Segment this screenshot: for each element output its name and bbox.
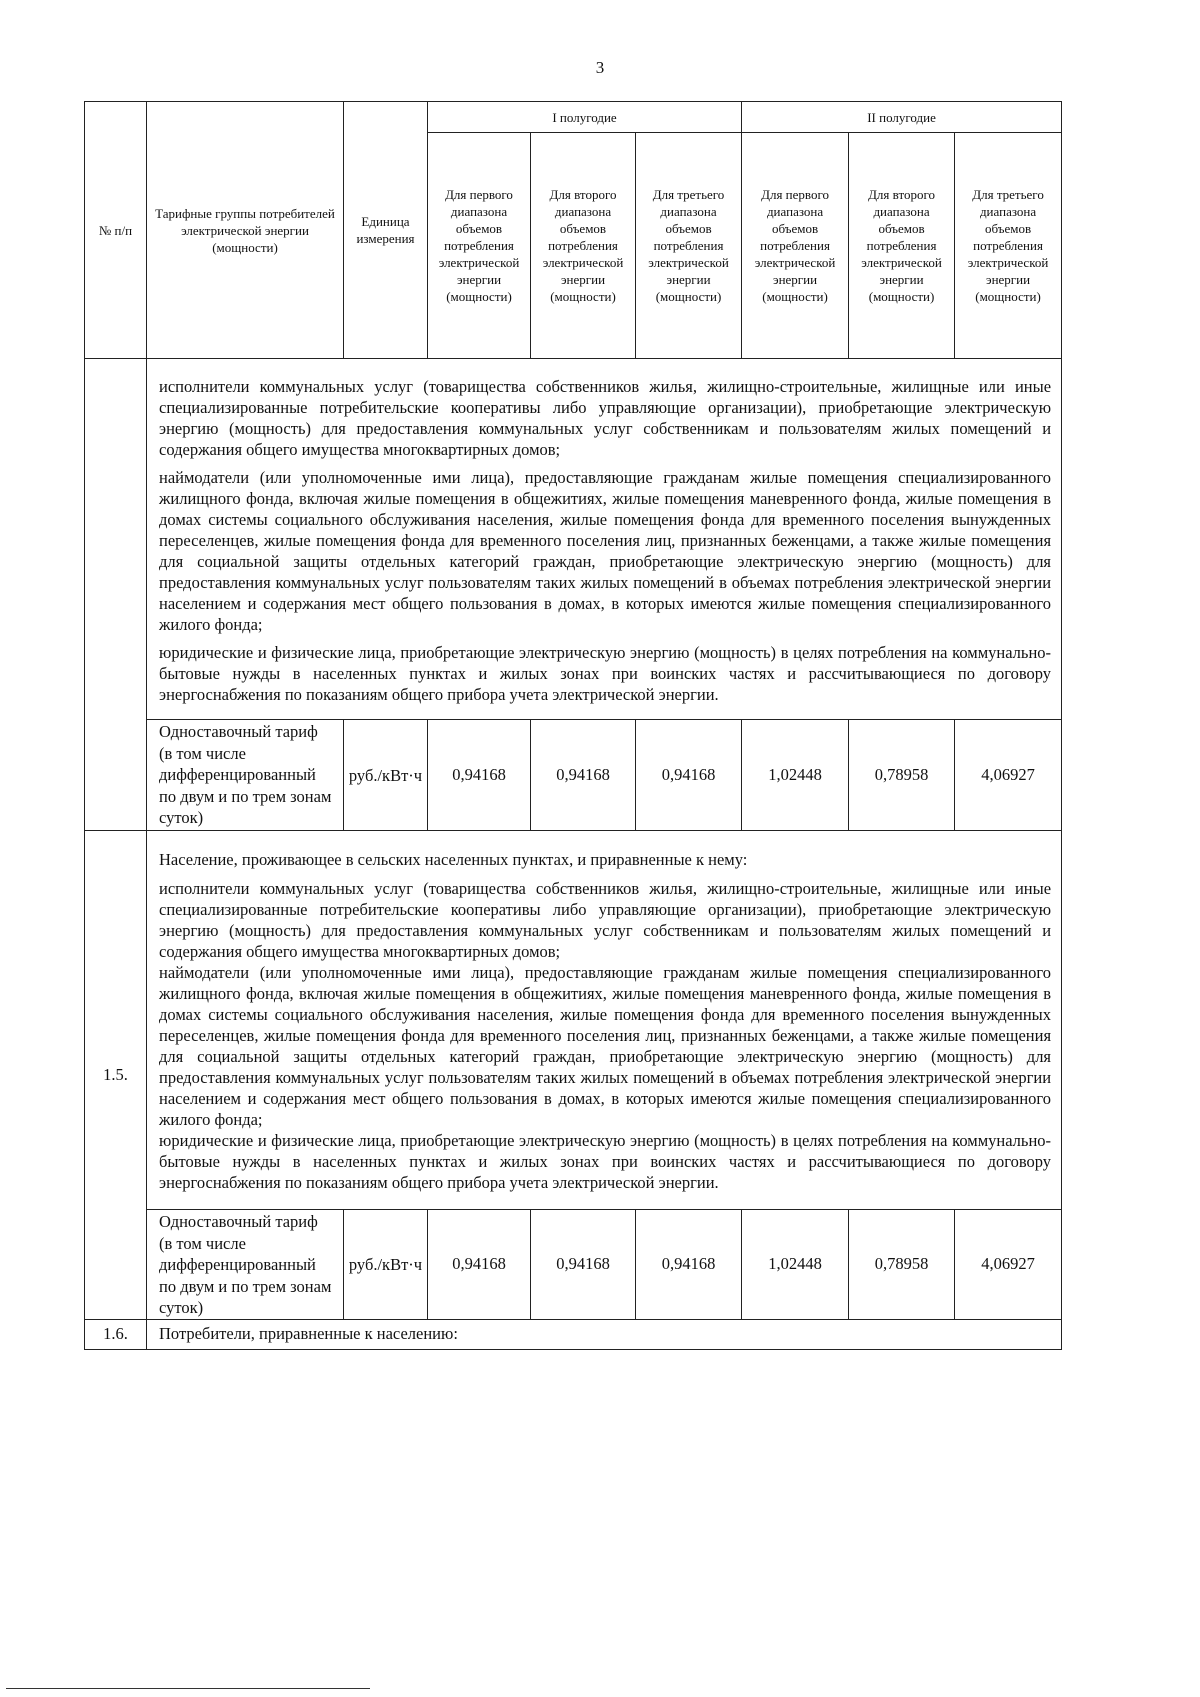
tariff-value-h2-range1: 1,02448 (742, 1210, 849, 1320)
section-description (147, 831, 1062, 1210)
section-number (85, 359, 147, 831)
tariff-unit: руб./кВт·ч (344, 720, 428, 831)
consumer-paragraph: юридические и физические лица, приобретающие электрическую энергию (мощность) в целях потребления на коммунально-бытовые нужды в населенных пунктах и жилых зонах при воинских частях и рассчитывающиеся по договору энергоснабжения по показаниям общего прибора учета электрической энергии. (159, 1131, 1052, 1192)
page-number: 3 (595, 58, 605, 77)
section-1-5-text-row (85, 831, 1062, 1210)
section-continued-text-row (85, 359, 1062, 720)
tariff-value-h2-range3: 4,06927 (955, 720, 1062, 831)
tariff-value-h2-range1: 1,02448 (742, 720, 849, 831)
tariff-value-h1-range2: 0,94168 (531, 720, 636, 831)
header-half-2: II полугодие (742, 102, 1062, 133)
header-col-group: Тарифные группы потребителей электрической энергии (мощности) (147, 102, 344, 359)
tariff-value-h1-range3: 0,94168 (636, 1210, 742, 1320)
section-title: Население, проживающее в сельских населенных пунктах, и приравненные к нему: (159, 850, 748, 869)
tariff-value-h2-range3: 4,06927 (955, 1210, 1062, 1320)
tariff-row (85, 1210, 1062, 1320)
tariff-value-h1-range2: 0,94168 (531, 1210, 636, 1320)
footnote-separator-line (6, 1688, 370, 1689)
tariff-value-h1-range3: 0,94168 (636, 720, 742, 831)
tariff-value-h2-range2: 0,78958 (849, 720, 955, 831)
tariff-name: Одноставочный тариф (в том числе дифференцированный по двум и по трем зонам суток) (147, 1210, 344, 1320)
tariff-value-h2-range2: 0,78958 (849, 1210, 955, 1320)
header-range-h1-3: Для третьего диапазона объемов потребления электрической энергии (мощности) (636, 133, 742, 359)
tariff-value-h1-range1: 0,94168 (428, 720, 531, 831)
consumer-paragraph: исполнители коммунальных услуг (товарищества собственников жилья, жилищно-строительные, жилищные или иные специализированные потребительские кооперативы либо управляющие организации), приобретающие электрическую энергию (мощность) для предоставления коммунальных услуг собственникам и пользователям жилых помещений и содержания общего имущества многоквартирных домов; (159, 879, 1052, 961)
header-half-1: I полугодие (428, 102, 742, 133)
tariff-unit: руб./кВт·ч (344, 1210, 428, 1320)
tariff-row (85, 720, 1062, 831)
consumer-paragraph: наймодатели (или уполномоченные ими лица), предоставляющие гражданам жилые помещения специализированного жилищного фонда, включая жилые помещения в общежитиях, жилые помещения маневренного фонда, жилые помещения в домах системы социального обслуживания населения, жилые помещения фонда для временного поселения вынужденных переселенцев, жилые помещения фонда для временного поселения лиц, признанных беженцами, а также жилые помещения для социальной защиты отдельных категорий граждан, приобретающие электрическую энергию (мощность) для предоставления коммунальных услуг пользователям таких жилых помещений в объемах потребления электрической энергии населением и содержания мест общего пользования в домах, в которых имеются жилые помещения специализированного жилого фонда; (159, 467, 1052, 634)
header-col-unit: Единица измерения (344, 102, 428, 359)
section-number: 1.5. (85, 831, 147, 1320)
header-col-number: № п/п (85, 102, 147, 359)
header-row-halves (85, 102, 1062, 133)
header-range-h1-2: Для второго диапазона объемов потребления электрической энергии (мощности) (531, 133, 636, 359)
section-1-6-row (85, 1319, 1062, 1349)
tariff-name: Одноставочный тариф (в том числе дифференцированный по двум и по трем зонам суток) (147, 720, 344, 831)
header-range-h2-2: Для второго диапазона объемов потребления электрической энергии (мощности) (849, 133, 955, 359)
header-range-h2-3: Для третьего диапазона объемов потребления электрической энергии (мощности) (955, 133, 1062, 359)
section-description (147, 359, 1062, 720)
tariff-value-h1-range1: 0,94168 (428, 1210, 531, 1320)
header-range-h2-1: Для первого диапазона объемов потребления электрической энергии (мощности) (742, 133, 849, 359)
consumer-paragraph: наймодатели (или уполномоченные ими лица), предоставляющие гражданам жилые помещения специализированного жилищного фонда, включая жилые помещения в общежитиях, жилые помещения маневренного фонда, жилые помещения в домах системы социального обслуживания населения, жилые помещения фонда для временного поселения вынужденных переселенцев, жилые помещения фонда для временного поселения лиц, признанных беженцами, а также жилые помещения для социальной защиты отдельных категорий граждан, приобретающие электрическую энергию (мощность) для предоставления коммунальных услуг пользователям таких жилых помещений в объемах потребления электрической энергии населением и содержания мест общего пользования в домах, в которых имеются жилые помещения специализированного жилого фонда; (159, 963, 1052, 1129)
consumer-paragraph: юридические и физические лица, приобретающие электрическую энергию (мощность) в целях потребления на коммунально-бытовые нужды в населенных пунктах и жилых зонах при воинских частях и рассчитывающиеся по договору энергоснабжения по показаниям общего прибора учета электрической энергии. (159, 642, 1052, 704)
section-number: 1.6. (85, 1319, 147, 1349)
section-title: Потребители, приравненные к населению: (147, 1319, 1062, 1349)
tariff-table (84, 101, 1062, 1350)
header-range-h1-1: Для первого диапазона объемов потребления электрической энергии (мощности) (428, 133, 531, 359)
consumer-paragraph: исполнители коммунальных услуг (товарищества собственников жилья, жилищно-строительные, жилищные или иные специализированные потребительские кооперативы либо управляющие организации), приобретающие электрическую энергию (мощность) для предоставления коммунальных услуг собственникам и пользователям жилых помещений и содержания общего имущества многоквартирных домов; (159, 376, 1052, 459)
